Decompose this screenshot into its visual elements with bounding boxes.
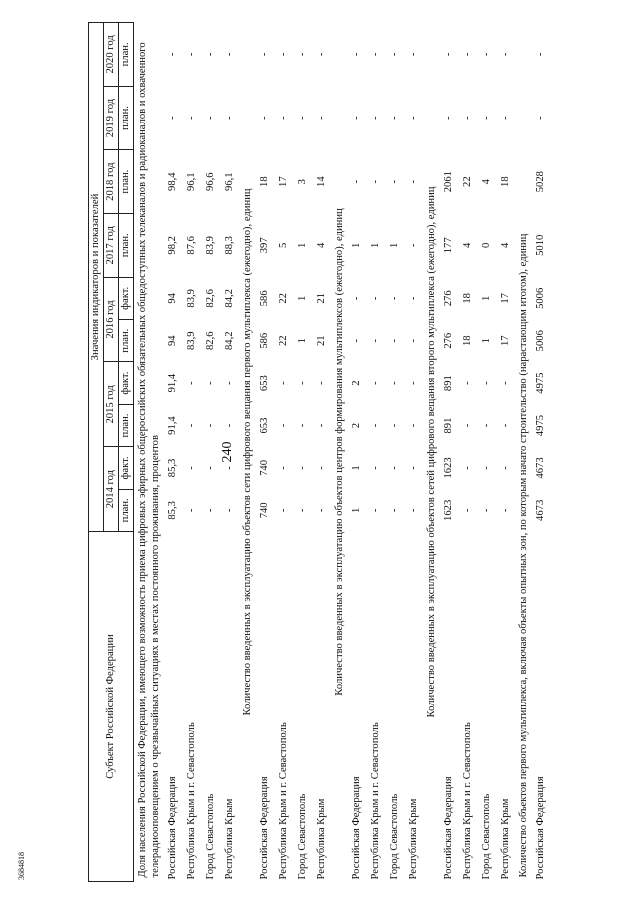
value-cell: - [408, 296, 419, 301]
value-cell: 1 [481, 295, 492, 301]
plan-header: план. [119, 86, 134, 150]
value-cell: 177 [443, 237, 454, 254]
value-cell: - [278, 423, 289, 428]
value-cell: - [278, 466, 289, 470]
value-cell: - [389, 179, 400, 184]
region-name: Республика Крым и г. Севастополь [462, 722, 473, 880]
value-cell: 3 [297, 179, 308, 185]
value-cell: - [316, 116, 327, 120]
value-cell: - [205, 423, 216, 428]
value-cell: - [408, 508, 419, 513]
value-cell: 17 [500, 293, 511, 304]
value-cell: 85,3 [167, 458, 178, 478]
table-row [293, 23, 312, 882]
value-cell: - [389, 338, 400, 343]
value-cell: 2 [351, 422, 362, 429]
value-cell: - [297, 381, 308, 385]
value-cell: - [186, 508, 197, 513]
table-row [182, 23, 201, 882]
region-name: Республика Крым и г. Севастополь [278, 722, 289, 880]
value-cell: 5006 [535, 287, 546, 309]
value-cell: - [462, 52, 473, 57]
table-row [385, 23, 404, 882]
value-cell: 96,6 [205, 172, 216, 191]
value-cell: - [370, 381, 381, 385]
value-cell: 87,6 [186, 236, 197, 255]
value-cell: - [443, 116, 454, 120]
value-cell: 18 [259, 176, 270, 187]
value-cell: 4 [462, 242, 473, 248]
region-name: Город Севастополь [481, 793, 492, 880]
value-cell: - [297, 423, 308, 428]
value-cell: - [205, 508, 216, 513]
page-number: 240 [220, 441, 235, 463]
value-cell: - [443, 52, 454, 57]
table-viewport [88, 22, 548, 882]
value-cell: - [462, 116, 473, 120]
value-cell: - [408, 116, 419, 120]
value-cell: - [370, 466, 381, 470]
value-cell: - [224, 466, 235, 470]
value-cell: - [205, 381, 216, 385]
value-cell: 83,9 [186, 289, 197, 308]
value-cell: - [481, 52, 492, 57]
value-cell: 0 [481, 242, 492, 248]
table-row [312, 23, 331, 882]
table-row [366, 23, 385, 882]
value-cell: - [297, 466, 308, 470]
value-cell: - [408, 338, 419, 343]
value-cell: - [316, 381, 327, 385]
value-cell: - [278, 508, 289, 513]
value-cell: - [481, 466, 492, 470]
value-cell: 1 [297, 338, 308, 344]
value-cell: - [481, 508, 492, 513]
year-header-2014: 2014 год [104, 447, 119, 532]
value-cell: - [370, 423, 381, 428]
region-name: Республика Крым и г. Севастополь [370, 722, 381, 880]
value-cell: 98,4 [167, 172, 178, 191]
value-cell: - [278, 116, 289, 120]
value-cell: - [205, 466, 216, 470]
value-cell: - [389, 296, 400, 301]
value-cell: 4 [316, 242, 327, 248]
value-cell: - [370, 179, 381, 184]
value-cell: 85,3 [167, 501, 178, 520]
value-cell: - [205, 116, 216, 120]
value-cell: - [316, 508, 327, 513]
value-cell: - [351, 116, 362, 120]
value-cell: - [389, 381, 400, 385]
table-row [439, 23, 458, 882]
value-cell: - [389, 508, 400, 513]
section-title-row [134, 23, 164, 882]
region-name: Город Севастополь [297, 793, 308, 880]
value-cell: - [316, 423, 327, 428]
region-name: Российская Федерация [351, 776, 362, 880]
plan-header: план. [119, 404, 134, 446]
region-name: Город Севастополь [205, 793, 216, 880]
value-cell: 17 [278, 176, 289, 187]
value-cell: - [224, 116, 235, 120]
value-cell: 653 [259, 375, 270, 392]
value-cell: - [408, 423, 419, 428]
plan-header: план. [119, 320, 134, 362]
table-row [347, 23, 366, 882]
fact-header: факт. [119, 362, 134, 404]
value-cell: 4 [481, 179, 492, 185]
year-header-2019: 2019 год [104, 86, 119, 150]
value-cell: 586 [259, 332, 270, 349]
region-name: Республика Крым [408, 798, 419, 880]
value-cell: 1 [297, 295, 308, 301]
section-title-row [423, 23, 439, 882]
value-cell: 18 [500, 176, 511, 187]
value-cell: - [259, 116, 270, 120]
value-cell: 5028 [535, 171, 546, 193]
value-cell: - [481, 116, 492, 120]
value-cell: 4975 [535, 372, 546, 394]
value-cell: 5010 [535, 234, 546, 256]
value-cell: - [500, 52, 511, 57]
value-cell: 21 [316, 293, 327, 304]
value-cell: 84,2 [224, 289, 235, 308]
document-id: 3684818 [17, 852, 26, 880]
value-cell: - [370, 52, 381, 57]
section-title: Количество введенных в эксплуатацию объектов центров формирования мультиплексов (ежегодно), единиц [334, 208, 345, 696]
table-row [458, 23, 477, 882]
value-cell: - [500, 381, 511, 385]
value-cell: 82,6 [205, 331, 216, 350]
plan-header: план. [119, 213, 134, 277]
value-cell: 1623 [443, 457, 454, 479]
region-name: Российская Федерация [259, 776, 270, 880]
value-cell: 91,4 [167, 373, 178, 393]
region-name: Российская Федерация [167, 776, 178, 880]
value-cell: - [535, 116, 546, 120]
value-cell: 1 [351, 242, 362, 248]
value-cell: 2 [351, 380, 362, 386]
year-header-2017: 2017 год [104, 213, 119, 277]
value-cell: 83,9 [186, 331, 197, 350]
value-cell: 891 [443, 375, 454, 392]
value-cell: 740 [259, 460, 270, 476]
year-header-2020: 2020 год [104, 23, 119, 87]
value-cell: - [370, 338, 381, 343]
value-cell: - [167, 52, 178, 57]
value-cell: - [224, 52, 235, 57]
value-cell: - [297, 52, 308, 57]
plan-header: план. [119, 489, 134, 531]
value-cell: - [462, 508, 473, 513]
region-name: Российская Федерация [535, 776, 546, 880]
value-cell: - [186, 116, 197, 120]
plan-header: план. [119, 23, 134, 87]
region-name: Российская Федерация [443, 776, 454, 880]
value-cell: - [370, 508, 381, 513]
value-cell: - [462, 423, 473, 428]
value-cell: 4975 [535, 414, 546, 437]
region-name: Республика Крым [316, 798, 327, 880]
value-cell: - [167, 116, 178, 120]
value-cell: - [389, 116, 400, 120]
value-cell: - [186, 466, 197, 470]
region-name: Город Севастополь [389, 793, 400, 880]
value-cell: - [351, 52, 362, 57]
value-cell: - [224, 381, 235, 385]
year-header-2015: 2015 год [104, 362, 119, 447]
value-cell: - [408, 466, 419, 470]
value-cell: 82,6 [205, 289, 216, 308]
value-cell: 4673 [535, 499, 546, 521]
value-cell: 397 [259, 237, 270, 254]
value-cell: 22 [278, 293, 289, 304]
values-group-header: Значения индикаторов и показателей [89, 23, 104, 532]
value-cell: 1 [389, 242, 400, 248]
table-row [255, 23, 274, 882]
value-cell: - [224, 423, 235, 428]
value-cell: - [186, 381, 197, 385]
value-cell: - [408, 52, 419, 57]
value-cell: - [462, 381, 473, 385]
value-cell: - [535, 52, 546, 57]
value-cell: - [408, 243, 419, 248]
section-title-row [239, 23, 255, 882]
value-cell: - [351, 296, 362, 301]
value-cell: - [408, 179, 419, 184]
region-name: Республика Крым [500, 798, 511, 880]
value-cell: 94 [167, 293, 178, 304]
value-cell: 94 [167, 335, 178, 347]
value-cell: 891 [443, 417, 454, 434]
value-cell: 4673 [535, 457, 546, 479]
table-row [274, 23, 293, 882]
table-row [220, 23, 239, 882]
table-body [134, 23, 549, 882]
subject-column-header: Субъект Российской Федерации [89, 532, 134, 882]
value-cell: - [389, 423, 400, 428]
value-cell: 1 [351, 465, 362, 471]
table-row [201, 23, 220, 882]
value-cell: 2061 [443, 171, 454, 193]
value-cell: - [500, 508, 511, 513]
plan-header: план. [119, 150, 134, 214]
value-cell: 17 [500, 335, 511, 347]
table-row [477, 23, 496, 882]
value-cell: - [500, 466, 511, 470]
value-cell: - [205, 52, 216, 57]
value-cell: - [389, 466, 400, 470]
value-cell: 4 [500, 242, 511, 248]
table-row [404, 23, 423, 882]
table-row [496, 23, 515, 882]
value-cell: 276 [443, 290, 454, 307]
value-cell: 1 [370, 242, 381, 248]
value-cell: - [500, 116, 511, 120]
value-cell: 653 [259, 417, 270, 434]
section-title-row [331, 23, 347, 882]
table-row [531, 23, 548, 882]
value-cell: - [224, 508, 235, 513]
value-cell: - [462, 466, 473, 470]
section-title: Количество введенных в эксплуатацию объектов сети цифрового вещания первого мультиплекса (ежегодно), единиц [242, 188, 253, 716]
section-title: Количество введенных в эксплуатацию объектов сетей цифрового вещания второго мультиплекса (ежегодно), единиц [426, 186, 437, 718]
value-cell: - [408, 381, 419, 385]
value-cell: - [370, 116, 381, 120]
fact-header: факт. [119, 447, 134, 489]
year-header-2018: 2018 год [104, 150, 119, 214]
value-cell: - [500, 423, 511, 428]
value-cell: 5006 [535, 330, 546, 352]
year-header-2016: 2016 год [104, 277, 119, 362]
table-header [89, 23, 134, 882]
value-cell: - [481, 381, 492, 385]
value-cell: - [278, 381, 289, 385]
value-cell: - [186, 423, 197, 428]
value-cell: - [316, 466, 327, 470]
value-cell: - [389, 52, 400, 57]
value-cell: - [351, 338, 362, 343]
value-cell: 96,1 [186, 172, 197, 191]
value-cell: 740 [259, 502, 270, 519]
value-cell: 1 [351, 507, 362, 513]
value-cell: 586 [259, 290, 270, 307]
value-cell: 14 [316, 176, 327, 187]
value-cell: - [351, 179, 362, 184]
value-cell: - [316, 52, 327, 57]
value-cell: 96,1 [224, 172, 235, 191]
value-cell: 22 [462, 176, 473, 187]
value-cell: - [297, 116, 308, 120]
table-row [163, 23, 182, 882]
value-cell: 276 [443, 332, 454, 349]
value-cell: - [481, 423, 492, 428]
section-title: Доля населения Российской Федерации, имеющего возможность приема цифровых эфирных общероссийских обязательных общедоступных телеканалов и радиоканалов и охваченного телерадиооповещением о чрезвычайных ситуациях в местах постоянного проживания, процентов [137, 42, 161, 878]
indicators-table [88, 22, 548, 882]
value-cell: 83,9 [205, 236, 216, 255]
region-name: Республика Крым [224, 798, 235, 880]
value-cell: 5 [278, 242, 289, 248]
value-cell: 1 [297, 242, 308, 248]
value-cell: 84,2 [224, 331, 235, 350]
value-cell: 98,2 [167, 236, 178, 255]
value-cell: 91,4 [167, 416, 178, 435]
section-title: Количество объектов первого мультиплекса, включая объекты опытных зон, по которым начато строительство (нарастающим итогом), единиц [518, 233, 529, 878]
value-cell: 21 [316, 335, 327, 347]
value-cell: - [186, 52, 197, 57]
value-cell: 18 [462, 335, 473, 347]
value-cell: - [259, 52, 270, 57]
value-cell: 22 [278, 335, 289, 347]
value-cell: 88,3 [224, 236, 235, 255]
section-title-row [515, 23, 531, 882]
value-cell: - [370, 296, 381, 301]
rotated-table-container [88, 22, 548, 882]
value-cell: 18 [462, 293, 473, 304]
value-cell: - [297, 508, 308, 513]
value-cell: - [278, 52, 289, 57]
value-cell: 1623 [443, 499, 454, 521]
value-cell: 1 [481, 338, 492, 344]
region-name: Республика Крым и г. Севастополь [186, 722, 197, 880]
fact-header: факт. [119, 277, 134, 319]
